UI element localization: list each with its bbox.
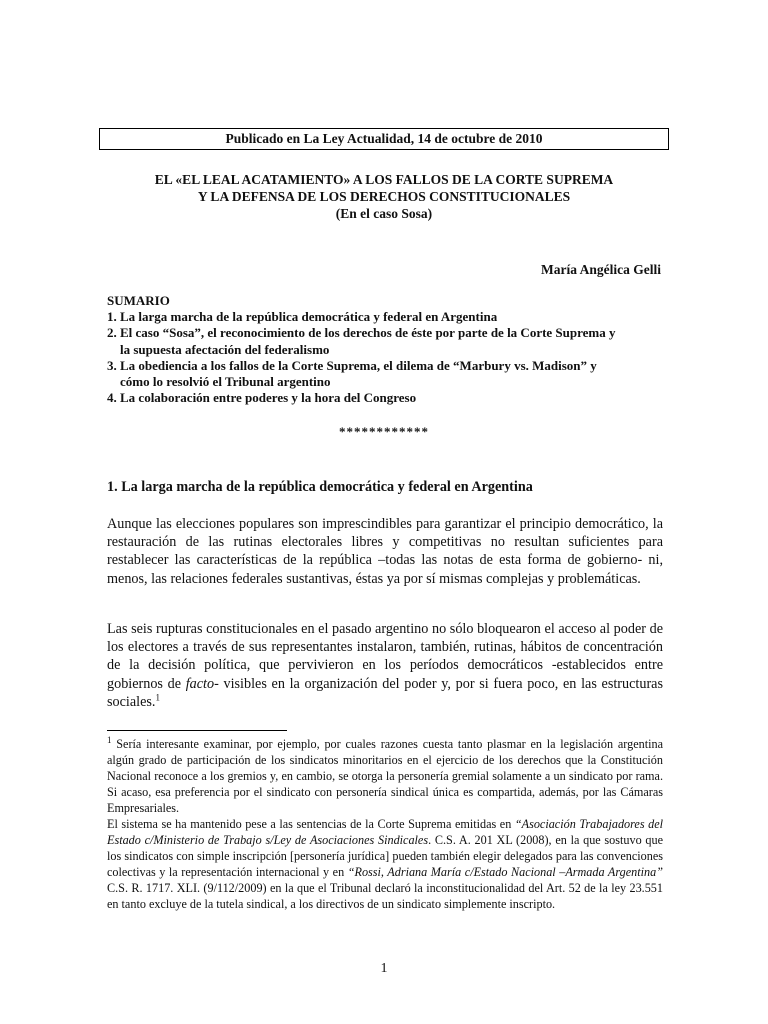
footnote-divider xyxy=(107,730,287,731)
footnote-case-title: “Rossi, Adriana María c/Estado Nacional –Armada Argentina” xyxy=(347,864,663,879)
sumario-item: 1. La larga marcha de la república democrática y federal en Argentina xyxy=(107,309,498,325)
title-line-1: EL «EL LEAL ACATAMIENTO» A LOS FALLOS DE LA CORTE SUPREMA xyxy=(154,172,614,187)
sumario-item-continuation: cómo lo resolvió el Tribunal argentino xyxy=(120,374,331,390)
paragraph-2-emphasis: facto xyxy=(185,675,215,692)
footnote-number: 1 xyxy=(107,734,112,745)
footnote-paragraph-1 xyxy=(107,734,663,817)
footnote-text: El sistema se ha mantenido pese a las sentencias de la Corte Suprema emitidas en xyxy=(107,817,515,831)
sumario-item-continuation: la supuesta afectación del federalismo xyxy=(120,341,330,357)
section-separator: ************ xyxy=(339,424,429,439)
footnote-paragraph-2 xyxy=(107,817,663,912)
author-name: María Angélica Gelli xyxy=(541,262,661,277)
paragraph-2-text: Las seis rupturas constitucionales en el pasado argentino no sólo bloquearon el acceso al poder de los electores a través de sus representantes instalaron, también, rutinas, hábitos de concentración de la decisión política, que pervivieron en los períodos democráticos -establecidos entre gobiernos de xyxy=(107,621,663,692)
section-heading: 1. La larga marcha de la república democrática y federal en Argentina xyxy=(107,479,533,495)
sumario-item: 2. El caso “Sosa”, el reconocimiento de los derechos de éste por parte de la Corte Suprema y xyxy=(107,325,616,341)
footnote-text-cont: . C.S. A. 201 XL (2008), en la que sostuvo que los sindicatos con simple inscripción [personería jurídica] pueden también elegir delegados para las convenciones colectivas y la representación internacional y en xyxy=(107,832,664,879)
title-line-2: Y LA DEFENSA DE LOS DERECHOS CONSTITUCIONALES xyxy=(197,189,571,204)
publication-box: Publicado en La Ley Actualidad, 14 de octubre de 2010 xyxy=(99,128,669,150)
sumario-item: 4. La colaboración entre poderes y la hora del Congreso xyxy=(107,390,417,406)
footnote-case-title: “Asociación Trabajadores del Estado c/Ministerio de Trabajo s/Ley de Asociaciones Sindicales xyxy=(107,817,664,847)
footnote-reference[interactable]: 1 xyxy=(155,692,160,703)
title-subtitle: (En el caso Sosa) xyxy=(335,206,433,221)
sumario-heading: SUMARIO xyxy=(107,293,170,308)
footnote-text-end: C.S. R. 1717. XLI. (9/112/2009) en la que el Tribunal declaró la inconstitucionalidad del Art. 52 de la ley 23.551 en tanto excluye de la tutela sindical, a los directivos de un sindicato simplemente inscripto. xyxy=(107,880,663,911)
paragraph-1: Aunque las elecciones populares son imprescindibles para garantizar el principio democrático, la restauración de las rutinas electorales libres y competitivas no resultan suficientes para restablecer las características de la república –todas las notas de esta forma de gobierno- ni, menos, las relaciones federales sustantivas, éstas ya por sí mismas complejas y problemáticas. xyxy=(107,516,663,587)
paragraph-2-text-cont: - visibles en la organización del poder y, por si fuera poco, en las estructuras sociales. xyxy=(107,675,663,710)
sumario-item: 3. La obediencia a los fallos de la Corte Suprema, el dilema de “Marbury vs. Madison” y xyxy=(107,357,597,373)
page-number: 1 xyxy=(380,961,388,976)
sumario xyxy=(107,293,667,406)
footnote-text: Sería interesante examinar, por ejemplo, por cuales razones cuesta tanto plasmar en la legislación argentina algún grado de participación de los sindicatos minoritarios en el ejercicio de los derechos que la Constitución Nacional reconoce a los gremios y, en cambio, se otorga la personería gremial solamente a un sindicato por rama. Si acaso, esa preferencia por el sindicato con personería sindical única es compartida, además, por las Cámaras Empresariales. xyxy=(107,737,663,815)
paragraph-2 xyxy=(107,620,663,711)
